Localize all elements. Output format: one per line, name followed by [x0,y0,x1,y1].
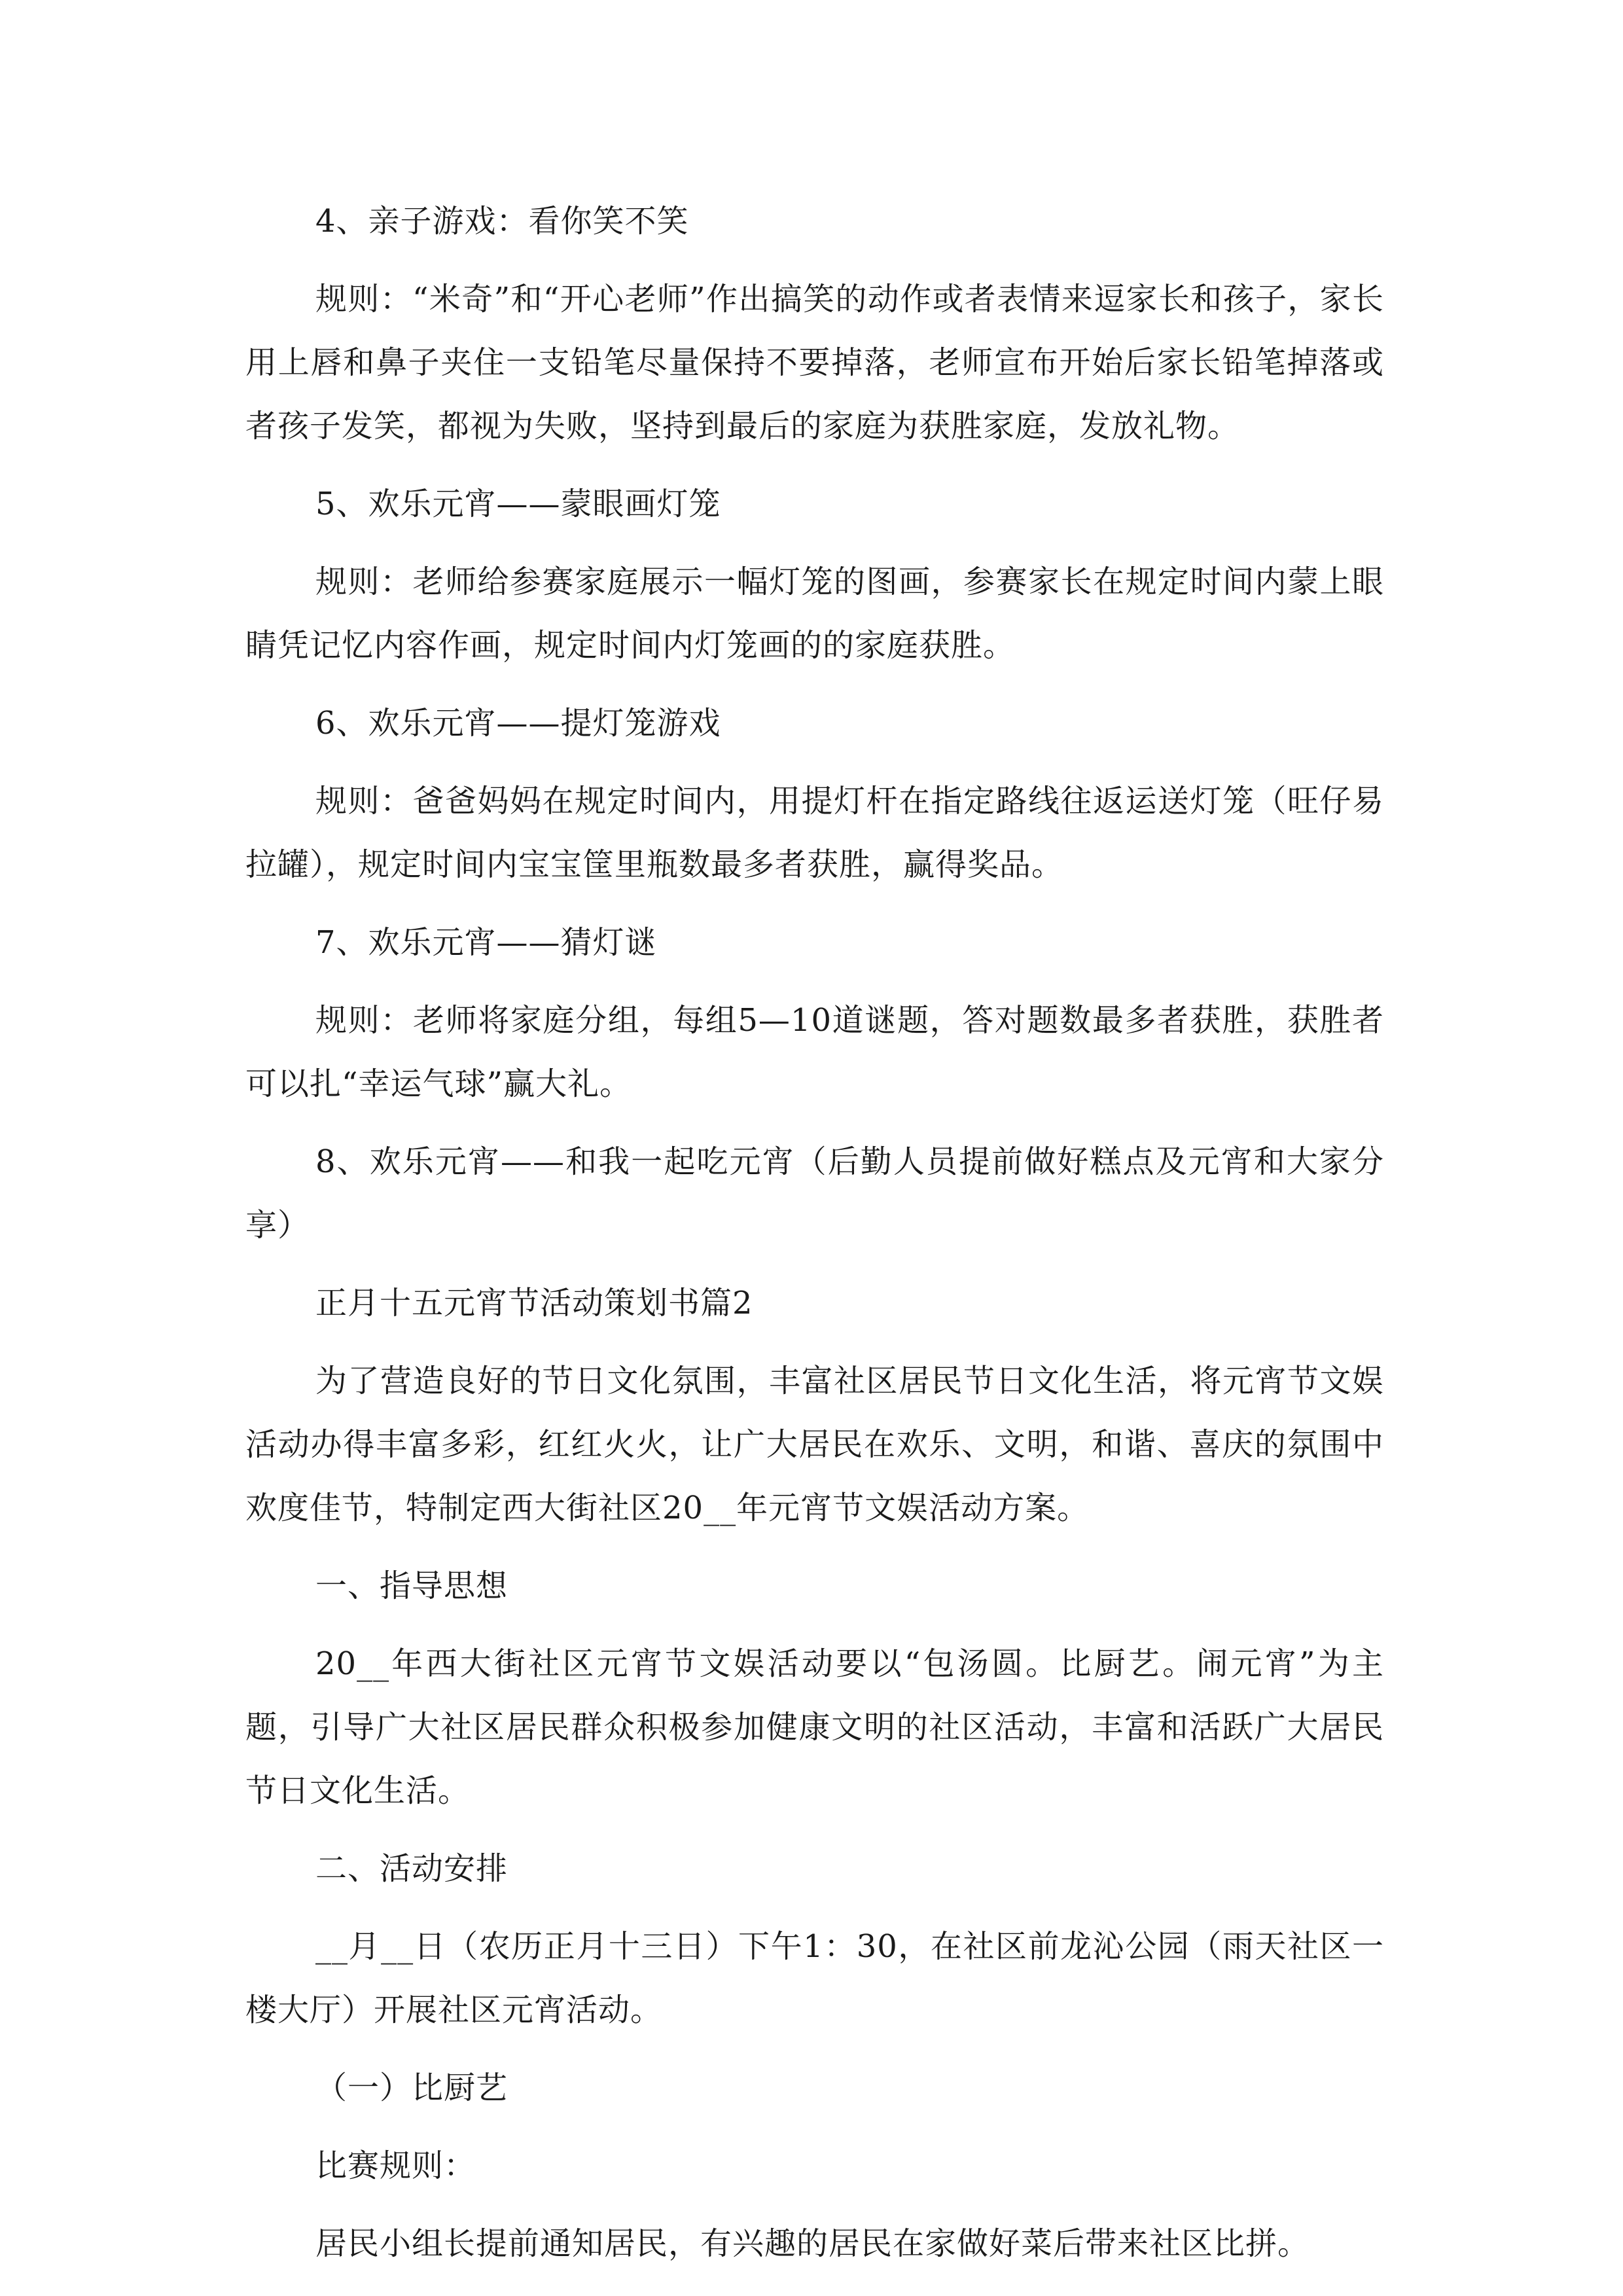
subheading-cooking-contest: （一）比厨艺 [315,2070,508,2106]
document-body [245,190,1384,2290]
section-title: 正月十五元宵节活动策划书篇2 [315,1285,753,1321]
contest-rules-text: 居民小组长提前通知居民，有兴趣的居民在家做好菜后带来社区比拼。 [315,2225,1310,2262]
game-7-rules: 规则：老师将家庭分组，每组5—10道谜题，答对题数最多者获胜，获胜者可以扎“幸运气球”赢大礼。 [245,1002,1384,1102]
guiding-ideology-text: 20__年西大街社区元宵节文娱活动要以“包汤圆。比厨艺。闹元宵”为主题，引导广大社区居民群众积极参加健康文明的社区活动，丰富和活跃广大居民节日文化生活。 [245,1645,1384,1809]
game-8-heading: 8、欢乐元宵——和我一起吃元宵（后勤人员提前做好糕点及元宵和大家分享） [245,1143,1384,1244]
game-6-rules: 规则：爸爸妈妈在规定时间内，用提灯杆在指定路线往返运送灯笼（旺仔易拉罐），规定时间内宝宝筐里瓶数最多者获胜，赢得奖品。 [245,783,1384,883]
activity-arrangement-text: __月__日（农历正月十三日）下午1：30，在社区前龙沁公园（雨天社区一楼大厅）开展社区元宵活动。 [245,1928,1384,2028]
contest-rules-label: 比赛规则： [315,2147,476,2184]
game-7-heading: 7、欢乐元宵——猜灯谜 [315,924,657,961]
game-5-rules: 规则：老师给参赛家庭展示一幅灯笼的图画，参赛家长在规定时间内蒙上眼睛凭记忆内容作画，规定时间内灯笼画的的家庭获胜。 [245,564,1384,664]
heading-activity-arrangement: 二、活动安排 [315,1850,508,1887]
game-4-heading: 4、亲子游戏：看你笑不笑 [315,203,689,240]
intro-paragraph: 为了营造良好的节日文化氛围，丰富社区居民节日文化生活，将元宵节文娱活动办得丰富多彩，红红火火，让广大居民在欢乐、文明，和谐、喜庆的氛围中欢度佳节，特制定西大街社区20__年元宵节文娱活动方案。 [245,1363,1384,1526]
game-6-heading: 6、欢乐元宵——提灯笼游戏 [315,705,721,742]
heading-guiding-ideology: 一、指导思想 [315,1568,508,1604]
game-4-rules: 规则：“米奇”和“开心老师”作出搞笑的动作或者表情来逗家长和孩子，家长用上唇和鼻子夹住一支铅笔尽量保持不要掉落，老师宣布开始后家长铅笔掉落或者孩子发笑，都视为失败，坚持到最后的家庭为获胜家庭，发放礼物。 [245,281,1384,444]
game-5-heading: 5、欢乐元宵——蒙眼画灯笼 [315,486,721,522]
